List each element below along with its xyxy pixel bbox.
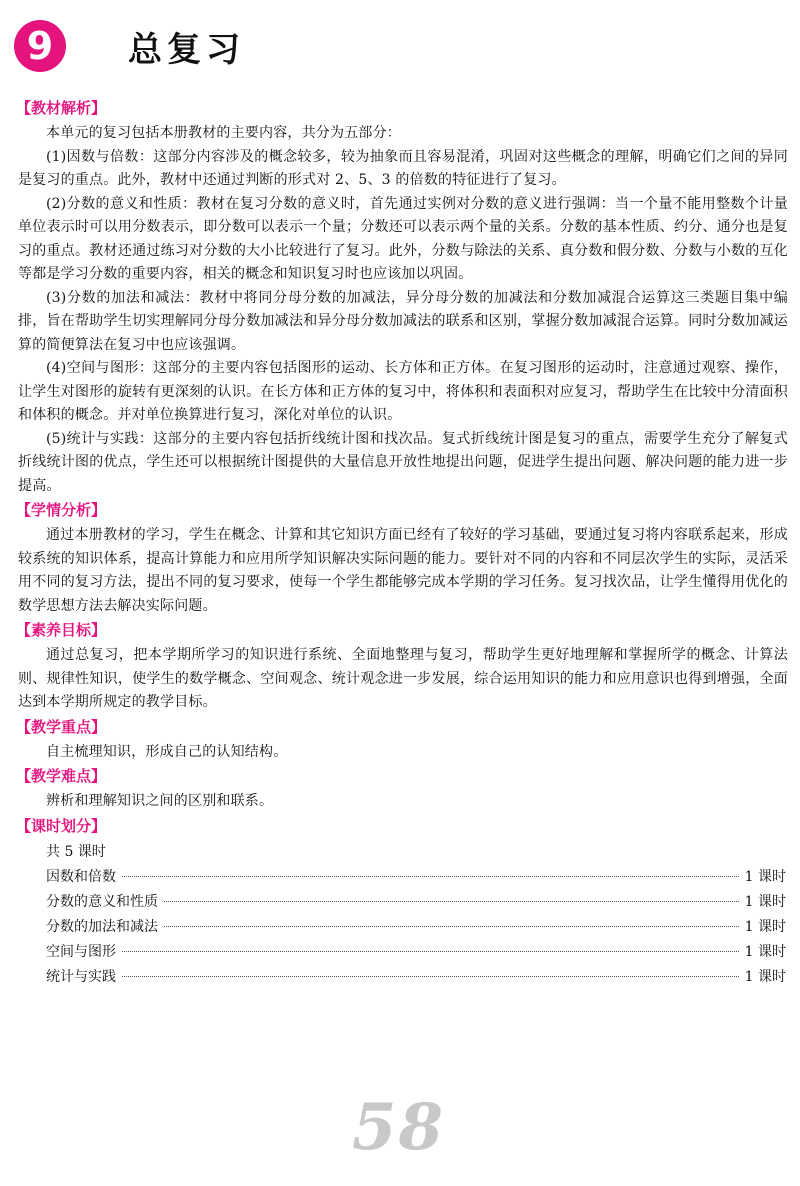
section-heading-literacy-goals: 【素养目标】 (16, 621, 107, 639)
paragraph: (5)统计与实践：这部分的主要内容包括折线统计图和找次品。复式折线统计图是复习的重点，需要学生充分了解复式折线统计图的优点，学生还可以根据统计图提供的大量信息开放性地提出问题，促进学生提出问题、解决问题的能力进一步提高。 (18, 430, 788, 494)
schedule-item-hours: 1 课时 (744, 893, 786, 910)
section-heading-student-analysis: 【学情分析】 (16, 501, 107, 519)
paragraph: (4)空间与图形：这部分的主要内容包括图形的运动、长方体和正方体。在复习图形的运动时，注意通过观察、操作，让学生对图形的旋转有更深刻的认识。在长方体和正方体的复习中，将体积和表面积对应复习，帮助学生在比较中分清面积和体积的概念。并对单位换算进行复习，深化对单位的认识。 (18, 360, 788, 423)
schedule-item-name: 空间与图形 (46, 943, 116, 960)
chapter-header (14, 14, 245, 78)
chapter-title: 总复习 (128, 29, 245, 70)
page-number: 58 (352, 1090, 446, 1165)
paragraph: 本单元的复习包括本册教材的主要内容，共分为五部分： (46, 125, 401, 141)
chapter-number-badge: 9 (14, 20, 66, 72)
dot-leader (164, 926, 739, 927)
schedule-item-hours: 1 课时 (744, 918, 786, 935)
schedule-total: 共 5 课时 (46, 843, 106, 860)
schedule-item-name: 因数和倍数 (46, 868, 116, 885)
schedule-item-name: 分数的加法和减法 (46, 918, 158, 935)
schedule-row (16, 915, 788, 940)
paragraph: 自主梳理知识，形成自己的认知结构。 (46, 743, 288, 760)
document-body (16, 96, 788, 990)
schedule-item-name: 统计与实践 (46, 968, 116, 985)
paragraph: 辨析和理解知识之间的区别和联系。 (46, 793, 274, 809)
section-heading-key-points: 【教学重点】 (16, 717, 107, 736)
section-heading-lesson-schedule: 【课时划分】 (16, 816, 107, 835)
dot-leader (122, 951, 739, 952)
paragraph: (1)因数与倍数：这部分内容涉及的概念较多，较为抽象而且容易混淆，巩固对这些概念的理解，明确它们之间的异同是复习的重点。此外，教材中还通过判断的形式对 2、5、3 的倍数的特征进行了复习。 (18, 148, 788, 188)
paragraph: 通过本册教材的学习，学生在概念、计算和其它知识方面已经有了较好的学习基础，要通过复习将内容联系起来，形成较系统的知识体系，提高计算能力和应用所学知识解决实际问题的能力。要针对不同的内容和不同层次学生的实际，灵活采用不同的复习方法，提出不同的复习要求，使每一个学生都能够完成本学期的学习任务。复习找次品，让学生懂得用优化的数学思想方法去解决实际问题。 (18, 527, 788, 614)
section-heading-difficulties: 【教学难点】 (16, 767, 107, 785)
schedule-row (16, 940, 788, 965)
paragraph: 通过总复习，把本学期所学习的知识进行系统、全面地整理与复习，帮助学生更好地理解和掌握所学的概念、计算法则、规律性知识，使学生的数学概念、空间观念、统计观念进一步发展，综合运用知识的能力和应用意识也得到增强，全面达到本学期所规定的教学目标。 (18, 647, 788, 710)
dot-leader (122, 876, 739, 877)
paragraph: (3)分数的加法和减法：教材中将同分母分数的加减法，异分母分数的加减法和分数加减混合运算这三类题目集中编排，旨在帮助学生切实理解同分母分数加减法和异分母分数加减法的联系和区别，掌握分数加减混合运算。同时分数加减运算的简便算法在复习中也应该强调。 (18, 289, 788, 353)
schedule-item-hours: 1 课时 (744, 943, 786, 960)
schedule-row (16, 890, 788, 915)
section-heading-textbook-analysis: 【教材解析】 (16, 99, 107, 117)
schedule-row (16, 865, 788, 890)
dot-leader (122, 976, 739, 977)
schedule-item-hours: 1 课时 (744, 868, 786, 885)
schedule-row (16, 965, 788, 990)
lesson-schedule (16, 840, 788, 990)
schedule-item-name: 分数的意义和性质 (46, 893, 158, 910)
paragraph: (2)分数的意义和性质：教材在复习分数的意义时，首先通过实例对分数的意义进行强调：当一个量不能用整数个计量单位表示时可以用分数表示，即分数可以表示一个量；分数还可以表示两个量的关系。分数的基本性质、约分、通分也是复习的重点。教材还通过练习对分数的大小比较进行了复习。此外，分数与除法的关系、真分数和假分数、分数与小数的互化等都是学习分数的重要内容，相关的概念和知识复习时也应该加以巩固。 (18, 195, 788, 282)
dot-leader (164, 901, 739, 902)
schedule-item-hours: 1 课时 (744, 968, 786, 985)
